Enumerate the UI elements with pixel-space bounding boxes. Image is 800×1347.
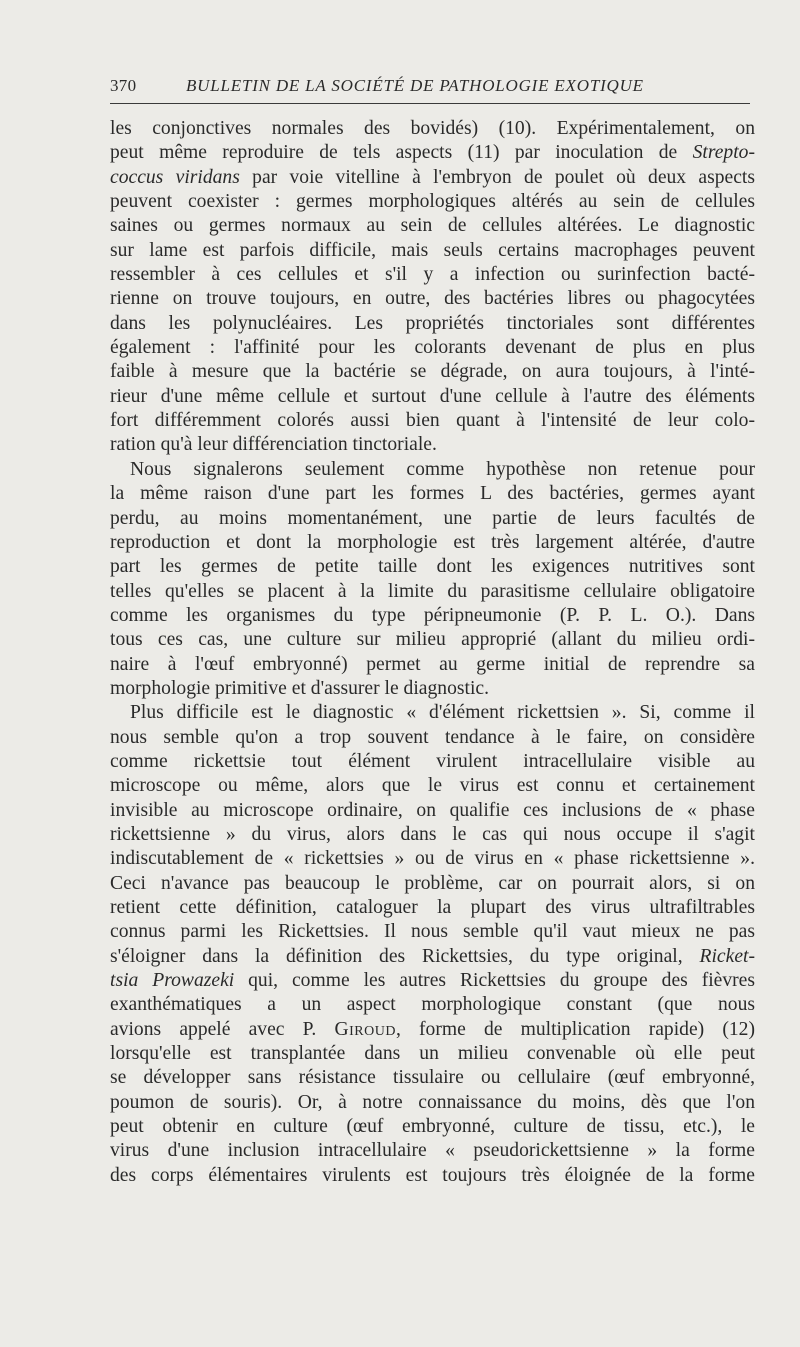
text-line xyxy=(110,799,755,823)
text-run: peut même reproduire de tels aspects (11) par inoculation de xyxy=(110,142,693,164)
text-line xyxy=(110,896,755,920)
page-header xyxy=(110,74,750,100)
text-run: des corps élémentaires virulents est toujours très éloignée de la forme xyxy=(110,1164,755,1186)
text-run: s'éloigner dans la définition des Rickettsies, du type original, xyxy=(110,945,700,967)
text-run: indiscutablement de « rickettsies » ou de virus en « phase rickettsienne ». xyxy=(110,848,755,870)
text-line xyxy=(110,482,755,506)
text-run: rieur d'une même cellule et surtout d'une cellule à l'autre des éléments xyxy=(110,385,755,407)
text-run: ressembler à ces cellules et s'il y a infection ou surinfection bacté- xyxy=(110,264,755,286)
text-run: telles qu'elles se placent à la limite du parasitisme cellulaire obligatoire xyxy=(110,580,755,602)
italic-run: coccus viridans xyxy=(110,166,240,188)
text-run: reproduction et dont la morphologie est très largement altérée, d'autre xyxy=(110,531,755,553)
text-line xyxy=(110,239,755,263)
text-line xyxy=(110,1091,755,1115)
text-run: lorsqu'elle est transplantée dans un milieu convenable où elle peut xyxy=(110,1043,755,1065)
text-line xyxy=(110,166,755,190)
italic-run: Ricket- xyxy=(699,945,755,967)
text-run: Nous signalerons seulement comme hypothèse non retenue pour xyxy=(130,458,755,480)
text-run: connus parmi les Rickettsies. Il nous semble qu'il vaut mieux ne pas xyxy=(110,921,755,943)
text-line xyxy=(110,287,755,311)
text-line xyxy=(110,701,755,725)
text-run: ration qu'à leur différenciation tinctoriale. xyxy=(110,434,437,456)
text-line xyxy=(110,117,755,141)
text-run: morphologie primitive et d'assurer le diagnostic. xyxy=(110,677,489,699)
text-run: avions appelé avec P. xyxy=(110,1018,335,1040)
text-line xyxy=(110,750,755,774)
text-run: exanthématiques a un aspect morphologique constant (que nous xyxy=(110,994,755,1016)
text-run: virus d'une inclusion intracellulaire « pseudorickettsienne » la forme xyxy=(110,1140,755,1162)
header-rule xyxy=(110,103,750,104)
text-line xyxy=(110,531,755,555)
text-line xyxy=(110,969,755,993)
text-run: comme rickettsie tout élément virulent intracellulaire visible au xyxy=(110,750,755,772)
text-run: Ceci n'avance pas beaucoup le problème, car on pourrait alors, si on xyxy=(110,872,755,894)
text-run: fort différemment colorés aussi bien quant à l'intensité de leur colo- xyxy=(110,410,755,432)
body-text xyxy=(110,117,755,1188)
text-run: la même raison d'une part les formes L des bactéries, germes ayant xyxy=(110,483,755,505)
text-run: peut obtenir en culture (œuf embryonné, culture de tissu, etc.), le xyxy=(110,1116,755,1138)
italic-run: Strepto- xyxy=(692,142,755,164)
text-run: également : l'affinité pour les colorants devenant de plus en plus xyxy=(110,337,755,359)
text-run: qui, comme les autres Rickettsies du groupe des fièvres xyxy=(234,970,755,992)
text-line xyxy=(110,1042,755,1066)
text-run: invisible au microscope ordinaire, on qualifie ces inclusions de « phase xyxy=(110,799,755,821)
text-line xyxy=(110,433,755,457)
text-line xyxy=(110,726,755,750)
text-line xyxy=(110,458,755,482)
text-line xyxy=(110,1066,755,1090)
italic-run: tsia Prowazeki xyxy=(110,970,235,992)
text-line xyxy=(110,1018,755,1042)
text-run: comme les organismes du type péripneumonie (P. P. L. O.). Dans xyxy=(110,604,755,626)
text-line xyxy=(110,847,755,871)
text-run: Plus difficile est le diagnostic « d'élément rickettsien ». Si, comme il xyxy=(130,702,755,724)
text-run: microscope ou même, alors que le virus est connu et certainement xyxy=(110,775,755,797)
text-run: naire à l'œuf embryonné) permet au germe initial de reprendre sa xyxy=(110,653,755,675)
text-line xyxy=(110,214,755,238)
text-line xyxy=(110,920,755,944)
text-run: peuvent coexister : germes morphologiques altérés au sein de cellules xyxy=(110,191,755,213)
text-line xyxy=(110,190,755,214)
text-run: rickettsienne » du virus, alors dans le cas qui nous occupe il s'agit xyxy=(110,823,755,845)
author-name: Giroud xyxy=(334,1018,396,1040)
text-run: retient cette définition, cataloguer la plupart des virus ultrafiltrables xyxy=(110,897,755,918)
text-line xyxy=(110,263,755,287)
text-run: dans les polynucléaires. Les propriétés tinctoriales sont différentes xyxy=(110,312,755,334)
text-line xyxy=(110,1164,755,1188)
text-line xyxy=(110,360,755,384)
text-run: les conjonctives normales des bovidés) (10). Expérimentalement, on xyxy=(110,118,755,139)
running-title: BULLETIN DE LA SOCIÉTÉ DE PATHOLOGIE EXOTIQUE xyxy=(186,76,644,95)
text-line xyxy=(110,507,755,531)
text-run: , forme de multiplication rapide) (12) xyxy=(395,1018,755,1040)
text-line xyxy=(110,141,755,165)
text-line xyxy=(110,774,755,798)
text-line xyxy=(110,1115,755,1139)
text-line xyxy=(110,677,755,701)
text-line xyxy=(110,604,755,628)
page-number: 370 xyxy=(110,76,137,95)
text-line xyxy=(110,872,755,896)
text-line xyxy=(110,1139,755,1163)
text-line xyxy=(110,336,755,360)
text-line xyxy=(110,628,755,652)
text-run: sur lame est parfois difficile, mais seuls certains macrophages peuvent xyxy=(110,239,755,261)
text-run: faible à mesure que la bactérie se dégrade, on aura toujours, à l'inté- xyxy=(110,361,755,383)
text-run: nous semble qu'on a trop souvent tendance à le faire, on considère xyxy=(110,726,755,748)
text-line xyxy=(110,555,755,579)
text-line xyxy=(110,385,755,409)
text-line xyxy=(110,823,755,847)
text-line xyxy=(110,993,755,1017)
text-run: se développer sans résistance tissulaire ou cellulaire (œuf embryonné, xyxy=(110,1067,755,1089)
text-line xyxy=(110,580,755,604)
text-run: saines ou germes normaux au sein de cellules altérées. Le diagnostic xyxy=(110,215,755,237)
text-run: rienne on trouve toujours, en outre, des bactéries libres ou phagocytées xyxy=(110,288,755,310)
text-run: poumon de souris). Or, à notre connaissance du moins, dès que l'on xyxy=(110,1091,755,1113)
text-line xyxy=(110,945,755,969)
text-line xyxy=(110,312,755,336)
text-line xyxy=(110,409,755,433)
text-run: part les germes de petite taille dont les exigences nutritives sont xyxy=(110,556,755,578)
text-line xyxy=(110,653,755,677)
text-run: perdu, au moins momentanément, une partie de leurs facultés de xyxy=(110,507,755,529)
text-run: par voie vitelline à l'embryon de poulet où deux aspects xyxy=(239,166,756,188)
text-run: tous ces cas, une culture sur milieu approprié (allant du milieu ordi- xyxy=(110,629,755,651)
